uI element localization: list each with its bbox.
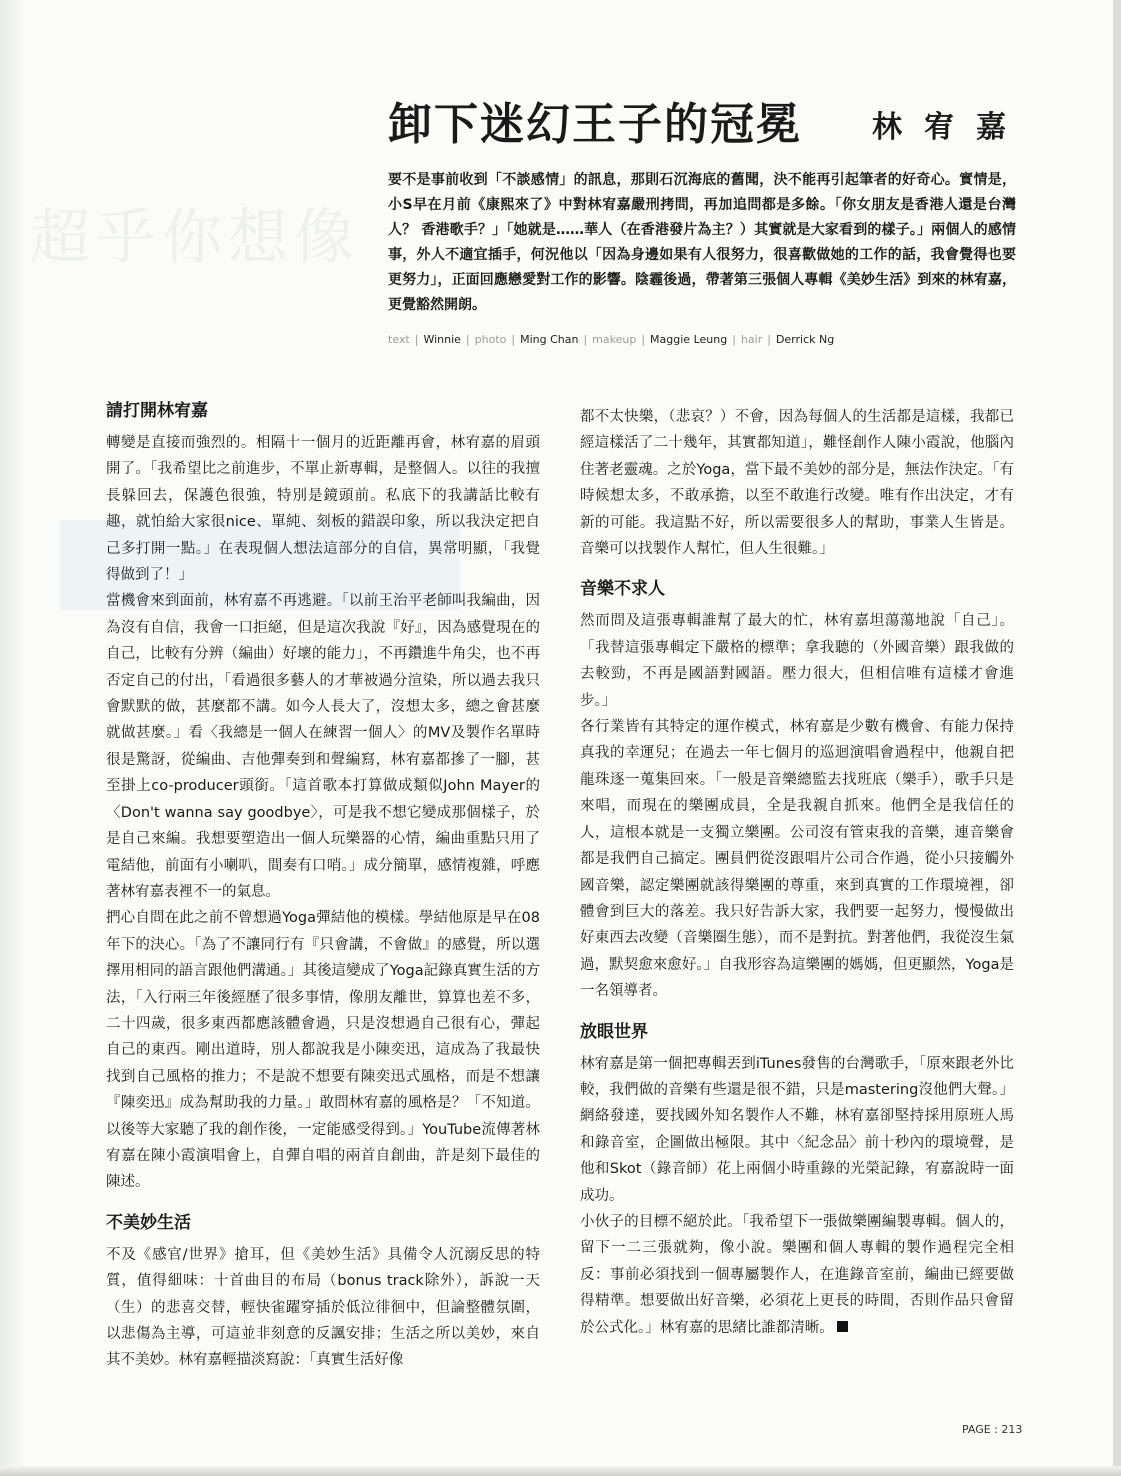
page-edge-left <box>0 0 22 1476</box>
paragraph: 轉變是直接而強烈的。相隔十一個月的近距離再會，林宥嘉的眉頭開了。「我希望比之前進步，不單止新專輯，是整個人。以往的我擅長躲回去，保護色很強，特別是鏡頭前。私底下的我講話比較有趣，就怕給大家很nice、單純、刻板的錯誤印象，所以我決定把自己多打開一點。」在表現個人想法這部分的自信，異常明顯，「我覺得做到了！」 <box>106 435 540 584</box>
page-edge-right <box>1113 0 1121 1476</box>
page-edge-bottom <box>0 1466 1121 1476</box>
section-heading: 音樂不求人 <box>580 579 665 600</box>
article-byline: 林宥嘉 <box>872 110 1028 145</box>
paragraph: 都不太快樂，（悲哀？）不會，因為每個人的生活都是這樣，我都已經這樣活了二十幾年，其實都知道」，難怪創作人陳小霞說，他腦內住著老靈魂。之於Yoga，當下最不美妙的部分是，無法作決定。「有時候想太多，不敢承擔，以至不敢進行改變。唯有作出決定，才有新的可能。我這點不好，所以需要很多人的幫助，事業人生皆是。音樂可以找製作人幫忙，但人生很難。」 <box>580 409 1014 558</box>
end-mark-icon <box>837 1321 848 1332</box>
credit-role-hair: hair <box>740 333 763 346</box>
credit-name-photo: Ming Chan <box>520 333 579 346</box>
paragraph: 捫心自問在此之前不曾想過Yoga彈結他的模樣。學結他原是早在08年下的決心。「為了不讓同行有『只會講，不會做』的感覺，所以選擇用相同的語言跟他們溝通。」其後這變成了Yoga記錄真實生活的方法，「入行兩三年後經歷了很多事情，像朋友離世，算算也差不多，二十四歲，很多東西都應該體會過，只是沒想過自己很有心，彈起自己的東西。剛出道時，別人都說我是小陳奕迅，這成為了我最快找到自己風格的推力；不是說不想要有陳奕迅式風格，而是不想讓『陳奕迅』成為幫助我的力量。」敢問林宥嘉的風格是？「不知道。以後等大家聽了我的創作後，一定能感受得到。」YouTube流傳著林宥嘉在陳小霞演唱會上，自彈自唱的兩首自創曲，許是刻下最佳的陳述。 <box>106 910 540 1191</box>
credit-name-text: Winnie <box>423 333 461 346</box>
credit-role-makeup: makeup <box>592 333 637 346</box>
paragraph-final <box>580 1209 1014 1341</box>
section-heading: 放眼世界 <box>580 1021 648 1042</box>
paragraph: 各行業皆有其特定的運作模式，林宥嘉是少數有機會、有能力保持真我的幸運兒；在過去一年七個月的巡迴演唱會過程中，他親自把龍珠逐一蒐集回來。「一般是音樂總監去找班底（樂手），歌手只是來唱，而現在的樂團成員，全是我親自抓來。他們全是我信任的人，這根本就是一支獨立樂團。公司沒有管束我的音樂，連音樂會都是我們自己搞定。團員們從沒跟唱片公司合作過，從小只接觸外國音樂，認定樂團就該得樂團的尊重，來到真實的工作環境裡，卻體會到巨大的落差。我只好告訴大家，我們要一起努力，慢慢做出好東西去改變（音樂圈生態），而不是對抗。對著他們，我從沒生氣過，默契愈來愈好。」自我形容為這樂團的媽媽，但更顯然，Yoga是一名領導者。 <box>580 719 1014 1000</box>
paragraph: 當機會來到面前，林宥嘉不再逃避。「以前王治平老師叫我編曲，因為沒有自信，我會一口拒絕，但是這次我說『好』，因為感覺現在的自己，比較有分辨（編曲）好壞的能力」，不再鑽進牛角尖，也不再否定自己的付出，「看過很多藝人的才華被過分渲染，所以過去我只會默默的做，甚麼都不講。如今人長大了，沒想太多，總之會甚麼就做甚麼。」看〈我總是一個人在練習一個人〉的MV及製作名單時很是驚訝，從編曲、吉他彈奏到和聲編寫，林宥嘉都摻了一腳，甚至掛上co-producer頭銜。「這首歌本打算做成類似John Mayer的〈Don't wanna say goodbye〉，可是我不想它變成那個樣子，於是自己來編。我想要塑造出一個人玩樂器的心情，編曲重點只用了電結他，前面有小喇叭，間奏有口哨。」成分簡單，感情複雜，呼應著林宥嘉表裡不一的氣息。 <box>106 593 540 900</box>
section-heading: 不美妙生活 <box>106 1212 191 1233</box>
credits-line: text | Winnie | photo | Ming Chan | makeup | Maggie Leung | hair | Derrick Ng <box>388 333 835 346</box>
paragraph: 林宥嘉是第一個把專輯丟到iTunes發售的台灣歌手，「原來跟老外比較，我們做的音樂有些還是很不錯，只是mastering沒他們大聲。」網絡發達，要找國外知名製作人不難，林宥嘉卻堅持採用原班人馬和錄音室，企圖做出極限。其中〈紀念品〉前十秒內的環境聲，是他和Skot（錄音師）花上兩個小時重錄的光榮記錄，宥嘉說時一面成功。 <box>580 1055 1014 1204</box>
paragraph: 不及《感官/世界》搶耳，但《美妙生活》具備令人沉溺反思的特質，值得細味：十首曲目的布局（bonus track除外），訴說一天（生）的悲喜交替，輕快雀躍穿插於低泣徘徊中，但論整體氛圍，以悲傷為主導，可這並非刻意的反諷安排；生活之所以美妙，來自其不美妙。林宥嘉輕描淡寫說：「真實生活好像 <box>106 1246 540 1369</box>
credit-name-hair: Derrick Ng <box>775 333 835 346</box>
article-title: 卸下迷幻王子的冠冕 <box>388 99 802 150</box>
credit-role-text: text <box>388 333 410 346</box>
paragraph: 然而問及這張專輯誰幫了最大的忙，林宥嘉坦蕩蕩地說「自己」。「我替這張專輯定下嚴格的標準；拿我聽的（外國音樂）跟我做的去較勁，不再是國語對國語。壓力很大，但相信唯有這樣才會進步。」 <box>580 613 1014 709</box>
article-lede: 要不是事前收到「不談感情」的訊息，那則石沉海底的舊聞，決不能再引起筆者的好奇心。實情是，小S早在月前《康熙來了》中對林宥嘉嚴刑拷問，再加追問都是多餘。「你女朋友是香港人還是台灣人？ 香港歌手？」「她就是……華人（在香港發片為主？）其實就是大家看到的樣子。」兩個人的感情事，外人不適宜插手，何況他以「因為身邊如果有人很努力，很喜歡做她的工作的話，我會覺得也要更努力」，正面回應戀愛對工作的影響。陰霾後過，帶著第三張個人專輯《美妙生活》到來的林宥嘉，更覺豁然開朗。 <box>388 172 1016 313</box>
article-column-left <box>106 398 540 1374</box>
section-heading: 請打開林宥嘉 <box>106 401 208 421</box>
article-column-right <box>580 404 1014 1341</box>
credit-name-makeup: Maggie Leung <box>650 333 728 346</box>
bleed-through-text: 超乎你想像 <box>30 203 360 273</box>
page-number: PAGE : 213 <box>962 1423 1023 1436</box>
credit-role-photo: photo <box>474 333 507 346</box>
paragraph-final-text: 小伙子的目標不絕於此。「我希望下一張做樂團編製專輯。個人的，留下一二三張就夠，像小說。樂團和個人專輯的製作過程完全相反：事前必須找到一個專屬製作人，在進錄音室前，編曲已經要做得精準。想要做出好音樂，必須花上更長的時間，否則作品只會留於公式化。」林宥嘉的思緒比誰都清晰。 <box>580 1213 1014 1336</box>
